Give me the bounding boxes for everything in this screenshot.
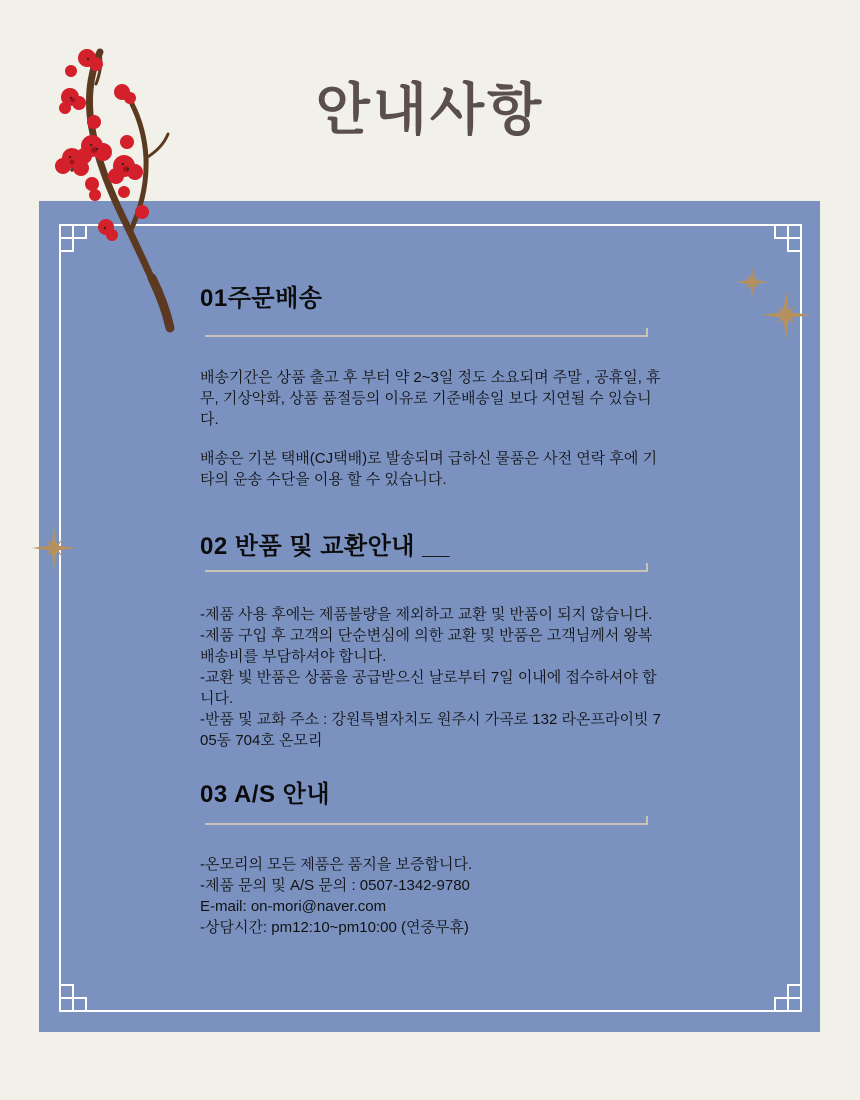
sparkle-icon	[760, 289, 812, 341]
section-body-returns	[200, 604, 664, 751]
sparkle-icon	[31, 525, 77, 571]
paragraph: -제품 문의 및 A/S 문의 : 0507-1342-9780	[200, 877, 470, 894]
paragraph: -반품 및 교화 주소 : 강원특별자치도 원주시 가곡로 132 라온프라이빗 705동 704호 온모리	[200, 711, 661, 749]
heading-rule	[205, 816, 648, 825]
paragraph: E-mail: on-mori@naver.com	[200, 898, 387, 915]
heading-rule	[205, 328, 648, 337]
paragraph: -상담시간: pm12:10~pm10:00 (연중무휴)	[200, 919, 469, 936]
paragraph: -제품 구입 후 고객의 단순변심에 의한 교환 및 반품은 고객님께서 왕복 배송비를 부담하셔야 합니다.	[200, 627, 653, 665]
section-body-as	[200, 854, 664, 938]
section-heading-returns: 02 반품 및 교환안내 __	[200, 533, 450, 560]
section-heading-delivery: 01주문배송	[200, 285, 323, 312]
paragraph: -교환 빛 반품은 상품을 공급받으신 날로부터 7일 이내에 접수하셔야 합니다.	[200, 669, 657, 707]
paragraph: 배송은 기본 택배(CJ택배)로 발송되며 급하신 물품은 사전 연락 후에 기타의 운송 수단을 이용 할 수 있습니다.	[200, 450, 658, 488]
plum-blossom-icon	[48, 42, 198, 337]
paragraph: -제품 사용 후에는 제품불량을 제외하고 교환 및 반품이 되지 않습니다.	[200, 606, 653, 623]
section-heading-as: 03 A/S 안내	[200, 781, 331, 808]
heading-rule	[205, 563, 648, 572]
paragraph: 배송기간은 상품 출고 후 부터 약 2~3일 정도 소요되며 주말 , 공휴일, 휴무, 기상악화, 상품 품절등의 이유로 기준배송일 보다 지연될 수 있습니다.	[200, 369, 661, 428]
paragraph: -온모리의 모든 제품은 품지을 보증합니다.	[200, 856, 473, 873]
page-title: 안내사항	[315, 77, 545, 143]
section-body-delivery	[200, 367, 664, 490]
